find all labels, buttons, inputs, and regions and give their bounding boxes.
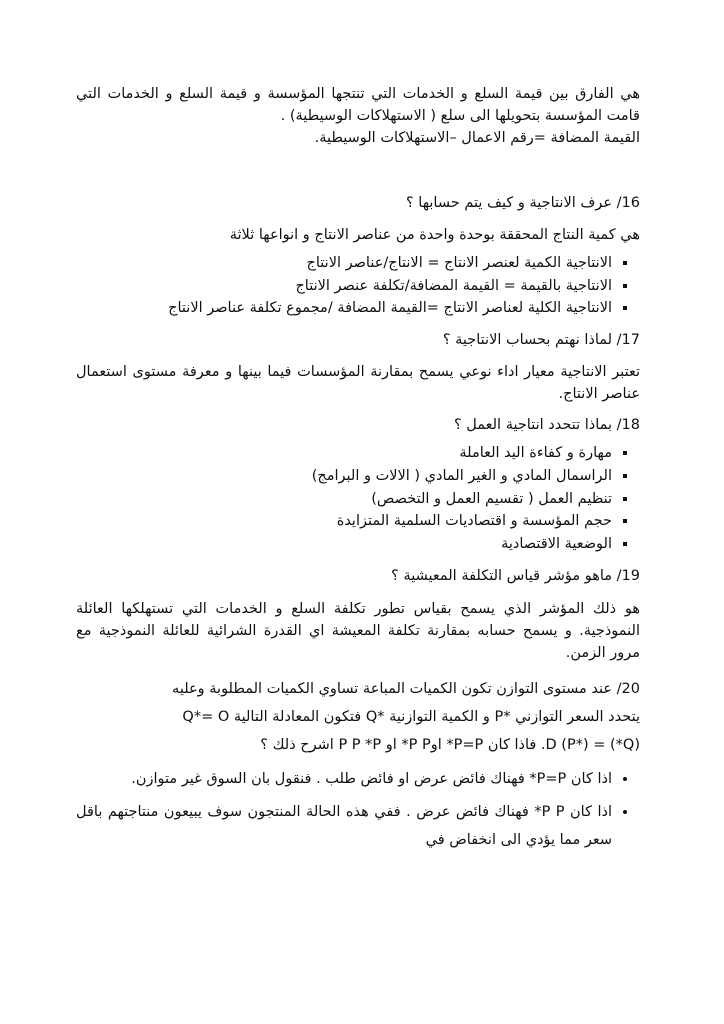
list-item: ▪ الوضعية الاقتصادية <box>76 534 612 556</box>
q20-line-1: 20/ عند مستوى التوازن تكون الكميات المباعة تساوي الكميات المطلوبة وعليه <box>172 680 640 697</box>
list-item: ▪ تنظيم العمل ( تقسيم العمل و التخصص) <box>76 489 612 511</box>
q17-question: 17/ لماذا نهتم بحساب الانتاجية ؟ <box>442 332 640 348</box>
list-item: ▪ الانتاجية بالقيمة = القيمة المضافة/تكلفة عنصر الانتاج <box>76 276 612 298</box>
document-page <box>76 84 640 860</box>
list-item: ▪ الراسمال المادي و الغير المادي ( الالات و البرامج) <box>76 466 612 488</box>
q20-line-2: يتحدد السعر التوازني *P و الكمية التوازنية *Q فتكون المعادلة التالية Q*= O <box>182 709 640 726</box>
list-item: ▪ الانتاجية الكلية لعناصر الانتاج =القيمة المضافة /مجموع تكلفة عناصر الانتاج <box>76 298 612 320</box>
list-item: ▪ حجم المؤسسة و اقتصاديات السلمية المتزايدة <box>76 511 612 533</box>
q20-line-3: (Q*) = D (P*). فاذا كان P=P* اوP P* او P P *P اشرح ذلك ؟ <box>260 737 640 754</box>
q16-question: 16/ عرف الانتاجية و كيف يتم حسابها ؟ <box>405 195 640 212</box>
q16-answer: هي كمية النتاج المحققة بوحدة واحدة من عناصر الانتاج و انواعها ثلاثة <box>229 227 640 243</box>
q18-list <box>76 443 640 556</box>
intro-definition: هي الفارق بين قيمة السلع و الخدمات التي تنتجها المؤسسة و قيمة السلع و الخدمات التي قامت المؤسسة بتحويلها الى سلع ( الاستهلاكات الوسيطية) . <box>76 86 640 124</box>
list-item: • اذا كان P=P* فهناك فائض عرض او فائض طلب . فنقول بان السوق غير متوازن. <box>76 766 612 794</box>
list-item: ▪ الانتاجية الكمية لعنصر الانتاج = الانتاج/عناصر الانتاج <box>76 253 612 275</box>
intro-formula: القيمة المضافة =رقم الاعمال –الاستهلاكات الوسيطية. <box>314 129 640 146</box>
list-item: • اذا كان P P* فهناك فائض عرض . ففي هذه الحالة المنتجون سوف يبيعون منتاجتهم باقل سعر مما يؤدي الى انخفاض في <box>76 799 612 854</box>
q16-list <box>76 253 640 320</box>
q19-answer: هو ذلك المؤشر الذي يسمح بقياس تطور تكلفة السلع و الخدمات التي تستهلكها العائلة النموذجية. و يسمح حسابه بمقارنة تكلفة المعيشة اي القدرة الشرائية للعائلة النموذجية مع مرور الزمن. <box>76 600 640 662</box>
list-item: ▪ مهارة و كفاءة اليد العاملة <box>76 443 612 465</box>
q17-answer: تعتبر الانتاجية معيار اداء نوعي يسمح بمقارنة المؤسسات فيما بينها و معرفة مستوى استعمال عناصر الانتاج. <box>76 363 640 402</box>
q20-list <box>76 766 640 855</box>
q19-question: 19/ ماهو مؤشر قياس التكلفة المعيشية ؟ <box>391 567 640 584</box>
q18-question: 18/ بماذا تتحدد انتاجية العمل ؟ <box>453 417 640 434</box>
